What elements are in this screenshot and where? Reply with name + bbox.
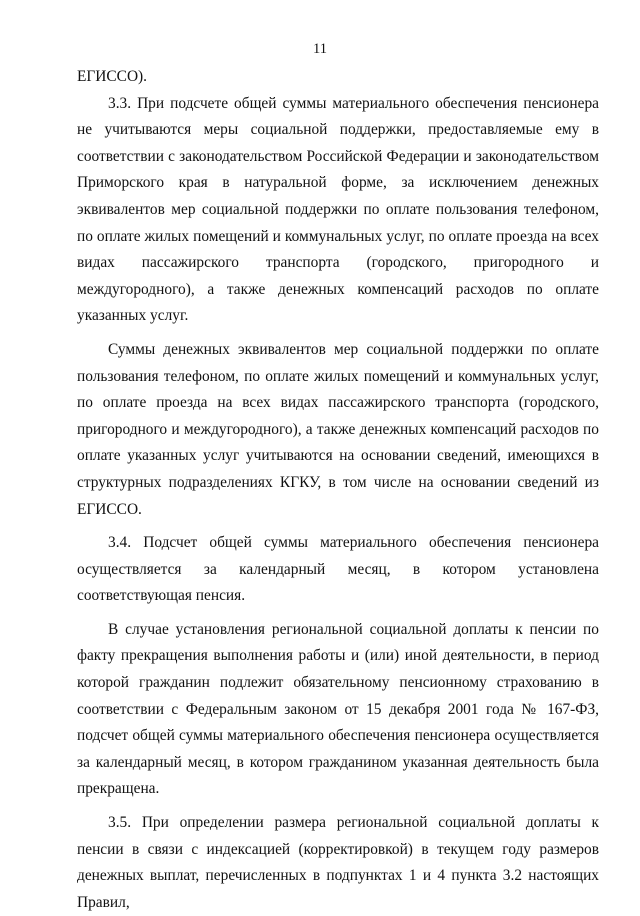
- paragraph-3-4-case: В случае установления региональной социальной доплаты к пенсии по факту прекращения выполнения работы и (или) иной деятельности, в период которой гражданин подлежит обязательному пенсионному страхованию в соответствии с Федеральным законом от 15 декабря 2001 года № 167-ФЗ, подсчет общей суммы материального обеспечения пенсионера осуществляется за календарный месяц, в котором гражданином указанная деятельность была прекращена.: [77, 620, 599, 798]
- paragraph-3-5: 3.5. При определении размера региональной социальной доплаты к пенсии в связи с индексацией (корректировкой) в текущем году размеров денежных выплат, перечисленных в подпунктах 1 и 4 пункта 3.2 настоящих Правил,: [77, 814, 599, 911]
- paragraph-3-4: 3.4. Подсчет общей суммы материального обеспечения пенсионера осуществляется за календарный месяц, в котором установлена соответствующая пенсия.: [77, 534, 599, 605]
- paragraph-continuation: ЕГИССО).: [77, 68, 148, 85]
- document-body: [77, 64, 599, 916]
- paragraph-3-3: 3.3. При подсчете общей суммы материального обеспечения пенсионера не учитываются меры социальной поддержки, предоставляемые ему в соответствии с законодательством Российской Федерации и законодательством Приморского края в натуральной форме, за исключением денежных эквивалентов мер социальной поддержки по оплате пользования телефоном, по оплате жилых помещений и коммунальных услуг, по оплате проезда на всех видах пассажирского транспорта (городского, пригородного и междугородного), а также денежных компенсаций расходов по оплате указанных услуг.: [77, 94, 599, 325]
- page-number: 11: [313, 41, 327, 57]
- paragraph-3-3-sums: Суммы денежных эквивалентов мер социальной поддержки по оплате пользования телефоном, по оплате жилых помещений и коммунальных услуг, по оплате проезда на всех видах пассажирского транспорта (городского, пригородного и междугородного), а также денежных компенсаций расходов по оплате указанных услуг учитываются на основании сведений, имеющихся в структурных подразделениях КГКУ, в том числе на основании сведений из ЕГИССО.: [77, 340, 599, 518]
